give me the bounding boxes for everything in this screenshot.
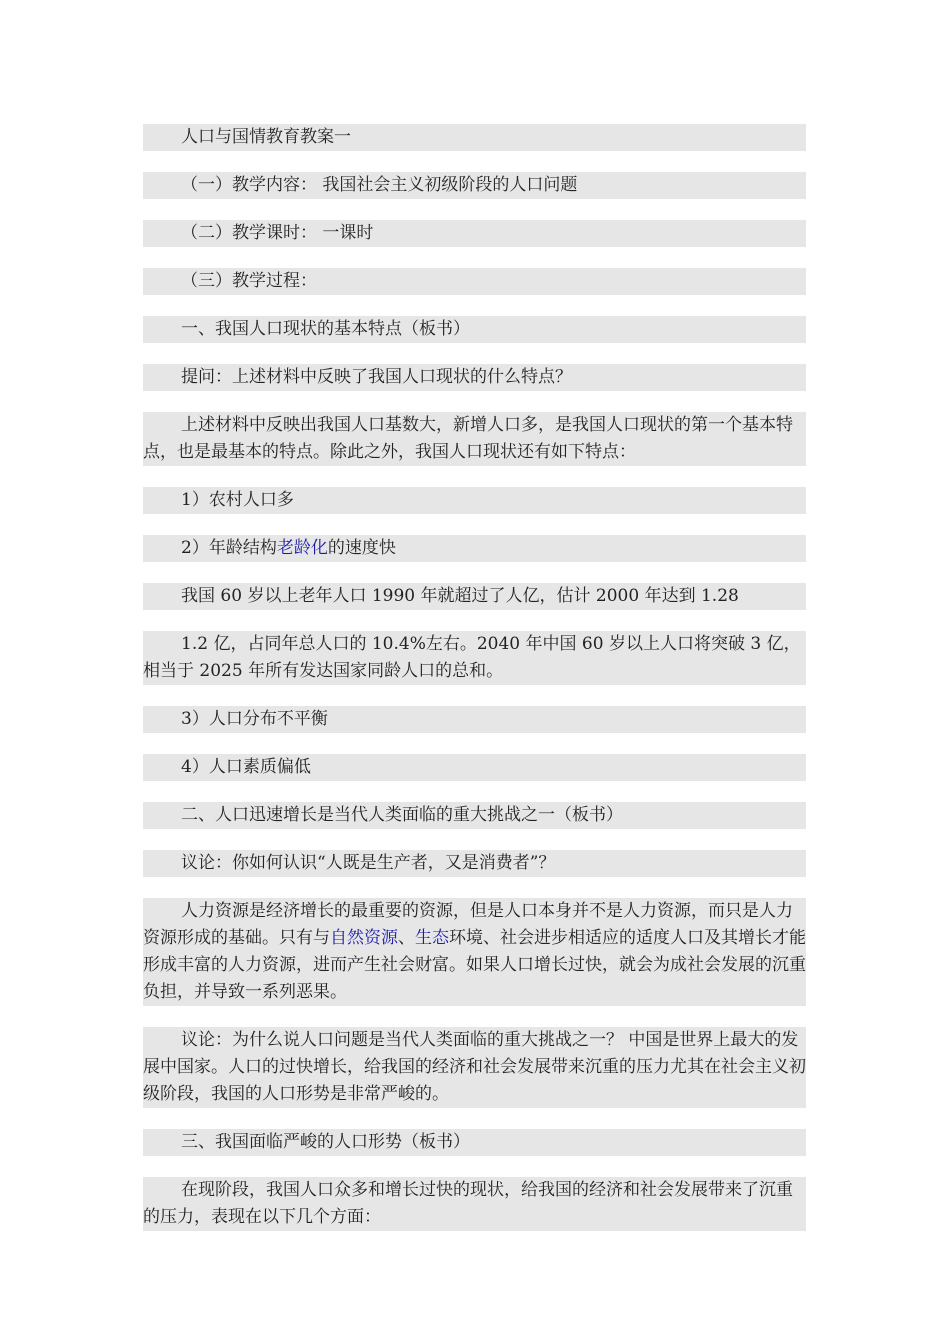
paragraph-teaching-content: （一）教学内容： 我国社会主义初级阶段的人口问题 xyxy=(143,172,806,199)
list-item-aging-prefix: 2）年龄结构 xyxy=(181,538,277,558)
paragraph-population-base: 上述材料中反映出我国人口基数大，新增人口多，是我国人口现状的第一个基本特点，也是最基本的特点。除此之外，我国人口现状还有如下特点： xyxy=(143,412,806,466)
paragraph-teaching-process: （三）教学过程： xyxy=(143,268,806,295)
list-item-quality: 4）人口素质偏低 xyxy=(143,754,806,781)
paragraph-class-hours: （二）教学课时： 一课时 xyxy=(143,220,806,247)
paragraph-human-resources xyxy=(143,898,806,1006)
document-body xyxy=(143,124,806,1231)
list-item-distribution: 3）人口分布不平衡 xyxy=(143,706,806,733)
paragraph-elderly-1990: 我国 60 岁以上老年人口 1990 年就超过了人亿，估计 2000 年达到 1.28 xyxy=(143,583,806,610)
section-heading-2: 二、人口迅速增长是当代人类面临的重大挑战之一（板书） xyxy=(143,802,806,829)
paragraph-human-resources-pre: 人力资源是经济增长的最重要的资源，但是人口本身并不是人力资源，而只是人力资源形成的基础。只有与 xyxy=(143,901,793,948)
paragraph-current-stage: 在现阶段，我国人口众多和增长过快的现状，给我国的经济和社会发展带来了沉重的压力，表现在以下几个方面： xyxy=(143,1177,806,1231)
paragraph-question-1: 提问：上述材料中反映了我国人口现状的什么特点？ xyxy=(143,364,806,391)
doc-title: 人口与国情教育教案一 xyxy=(143,124,806,151)
paragraph-elderly-2040 xyxy=(143,631,806,685)
link-ecology[interactable]: 生态 xyxy=(415,928,449,948)
link-natural-resources[interactable]: 自然资源 xyxy=(330,928,398,948)
list-item-aging xyxy=(143,535,806,562)
paragraph-discussion-1: 议论：你如何认识“人既是生产者，又是消费者”？ xyxy=(143,850,806,877)
paragraph-discussion-2: 议论：为什么说人口问题是当代人类面临的重大挑战之一？ 中国是世界上最大的发展中国家。人口的过快增长，给我国的经济和社会发展带来沉重的压力尤其在社会主义初级阶段，我国的人口形势是非常严峻的。 xyxy=(143,1027,806,1108)
paragraph-elderly-2040-line1: 1.2 亿，占同年总人口的 10.4%左右。2040 年中国 60 岁以上人口将突破 3 亿， xyxy=(181,634,801,654)
list-item-aging-suffix: 的速度快 xyxy=(327,538,396,558)
list-item-rural-population: 1）农村人口多 xyxy=(143,487,806,514)
paragraph-human-resources-sep: 、 xyxy=(398,928,415,948)
section-heading-1: 一、我国人口现状的基本特点（板书） xyxy=(143,316,806,343)
paragraph-elderly-2040-line2: 相当于 2025 年所有发达国家同龄人口的总和。 xyxy=(143,661,504,681)
link-aging[interactable]: 老龄化 xyxy=(276,538,328,558)
section-heading-3: 三、我国面临严峻的人口形势（板书） xyxy=(143,1129,806,1156)
paragraph-human-resources-post: 环境、社会进步相适应的适度人口及其增长才能形成丰富的人力资源，进而产生社会财富。如果人口增长过快，就会为成社会发展的沉重负担，并导致一系列恶果。 xyxy=(143,928,806,1002)
